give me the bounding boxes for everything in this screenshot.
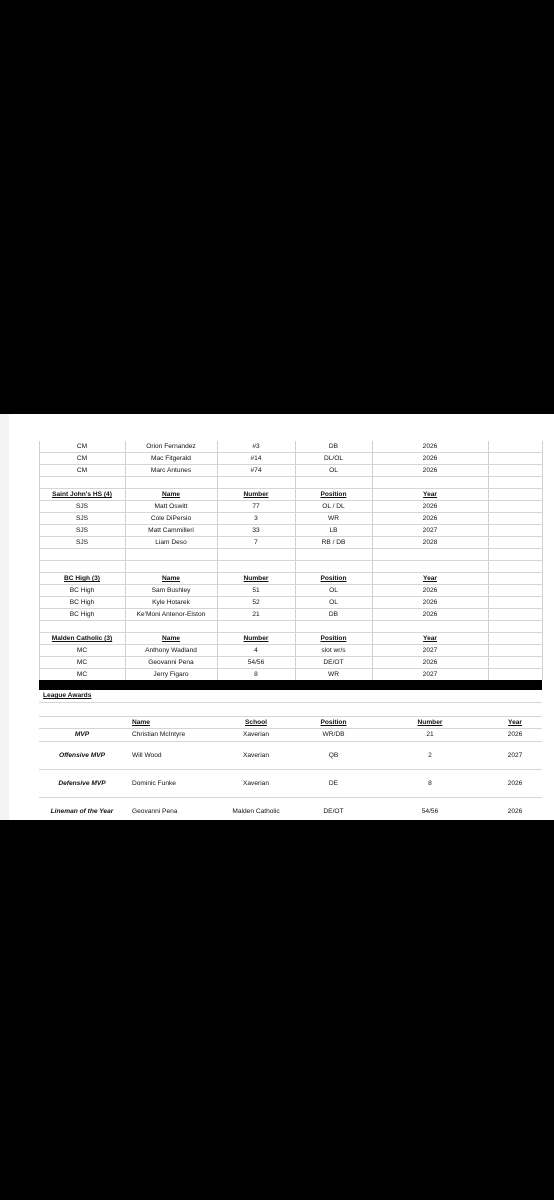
year-cell: 2026 [422,611,438,618]
name-cell: Liam Deso [155,539,187,546]
name-cell: Geovanni Pena [148,659,194,666]
name-cell: Anthony Wadland [145,647,197,654]
position-cell: DL/OL [323,455,344,462]
team-cell: CM [76,455,88,462]
table-row [39,645,542,657]
number-cell: 21 [426,731,434,738]
name-cell: Dominic Funke [132,780,176,787]
school-heading: School [245,719,267,726]
team-cell: BC High [69,587,95,594]
name-cell: Ke'Moni Antenor-Elston [136,611,206,618]
name-heading: Name [162,491,180,498]
team-heading: BC High (3) [64,575,100,582]
team-cell: SJS [75,539,89,546]
spreadsheet-page [0,414,554,820]
table-row [39,513,542,525]
name-heading: Name [132,719,150,726]
name-cell: Jerry Figaro [153,671,189,678]
year-cell: 2026 [422,587,438,594]
team-cell: CM [76,443,88,450]
number-cell: 7 [254,539,258,546]
position-cell: OL [329,587,338,594]
award-row [39,770,542,798]
name-cell: Mac Fitgerald [151,455,191,462]
name-cell: Kyle Hotarek [152,599,190,606]
name-heading: Name [162,635,180,642]
section-header-row [39,489,542,501]
roster-table [39,441,542,681]
year-cell: 2026 [422,515,438,522]
school-cell: Xaverian [242,731,270,738]
position-cell: OL / DL [322,503,345,510]
awards-header-row [39,717,542,729]
year-cell: 2027 [507,752,523,759]
number-cell: #14 [250,455,262,462]
name-cell: Will Wood [132,752,162,759]
team-cell: MC [76,647,88,654]
name-cell: Matt Cammilleri [148,527,194,534]
number-cell: 54/56 [421,808,439,815]
school-cell: Xaverian [242,780,270,787]
year-heading: Year [423,491,437,498]
section-header-row [39,633,542,645]
award-label: Defensive MVP [58,780,106,787]
position-cell: RB / DB [321,539,346,546]
position-heading: Position [320,491,347,498]
number-cell: 21 [252,611,260,618]
awards-title: League Awards [43,692,92,699]
name-cell: Cole DiPersio [150,515,192,522]
blank-row [39,549,542,561]
table-row [39,537,542,549]
team-cell: MC [76,659,88,666]
position-heading: Position [320,575,347,582]
team-cell: BC High [69,599,95,606]
blank-row [39,703,542,717]
position-heading: Position [320,719,347,726]
year-heading: Year [423,575,437,582]
position-cell: QB [328,752,339,759]
number-cell: 77 [252,503,260,510]
year-cell: 2026 [422,599,438,606]
school-cell: Xaverian [242,752,270,759]
year-heading: Year [508,719,522,726]
section-header-row [39,573,542,585]
number-cell: 51 [252,587,260,594]
number-cell: 8 [254,671,258,678]
table-row [39,453,542,465]
year-cell: 2027 [422,671,438,678]
year-cell: 2026 [507,808,523,815]
year-cell: 2026 [507,780,523,787]
number-cell: 52 [252,599,260,606]
position-cell: DE/OT [323,659,344,666]
number-cell: 4 [254,647,258,654]
table-row [39,657,542,669]
position-cell: LB [329,527,338,534]
blank-row [39,561,542,573]
number-cell: 33 [252,527,260,534]
awards-title-row [39,690,542,703]
table-row [39,609,542,621]
name-cell: Orion Fernandez [146,443,196,450]
position-cell: DE/OT [323,808,344,815]
name-cell: Christian McIntyre [132,731,186,738]
awards-table [39,690,542,820]
team-cell: MC [76,671,88,678]
number-cell: 3 [254,515,258,522]
year-cell: 2026 [422,467,438,474]
position-cell: DB [328,611,339,618]
year-cell: 2026 [422,659,438,666]
number-heading: Number [243,635,269,642]
name-cell: Matt Oswitt [154,503,188,510]
table-row [39,585,542,597]
number-cell: #3 [252,443,260,450]
number-heading: Number [243,491,269,498]
year-cell: 2026 [422,455,438,462]
name-cell: Marc Antunes [150,467,192,474]
position-heading: Position [320,635,347,642]
team-cell: SJS [75,515,89,522]
year-cell: 2027 [422,647,438,654]
page-edge [0,414,9,820]
name-cell: Sam Bushley [151,587,191,594]
team-cell: CM [76,467,88,474]
school-cell: Malden Catholic [232,808,280,815]
number-cell: 2 [428,752,432,759]
award-row [39,742,542,770]
table-row [39,525,542,537]
year-cell: 2026 [422,503,438,510]
team-heading: Saint John's HS (4) [52,491,112,498]
table-row [39,465,542,477]
year-heading: Year [423,635,437,642]
table-row [39,597,542,609]
position-cell: OL [329,467,338,474]
number-cell: 54/56 [247,659,265,666]
team-cell: BC High [69,611,95,618]
position-cell: slot wr/s [321,647,346,654]
team-heading: Malden Catholic (3) [51,635,113,642]
blank-row [39,621,542,633]
name-heading: Name [162,575,180,582]
table-row [39,501,542,513]
blank-row [39,477,542,489]
award-label: MVP [74,731,90,738]
number-cell: 8 [428,780,432,787]
table-row [39,441,542,453]
team-cell: SJS [75,527,89,534]
grid-line [542,441,543,680]
year-cell: 2026 [422,443,438,450]
award-label: Lineman of the Year [50,808,114,815]
name-cell: Geovanni Pena [132,808,178,815]
section-divider-bar [39,680,542,690]
award-row [39,798,542,820]
number-heading: Number [417,719,443,726]
award-row [39,729,542,742]
year-cell: 2026 [507,731,523,738]
number-heading: Number [243,575,269,582]
position-cell: WR/DB [322,731,345,738]
team-cell: SJS [75,503,89,510]
year-cell: 2028 [422,539,438,546]
position-cell: WR [328,671,339,678]
year-cell: 2027 [422,527,438,534]
position-cell: DE [328,780,339,787]
award-label: Offensive MVP [58,752,106,759]
position-cell: DB [328,443,339,450]
position-cell: OL [329,599,338,606]
number-cell: #74 [250,467,262,474]
position-cell: WR [328,515,339,522]
